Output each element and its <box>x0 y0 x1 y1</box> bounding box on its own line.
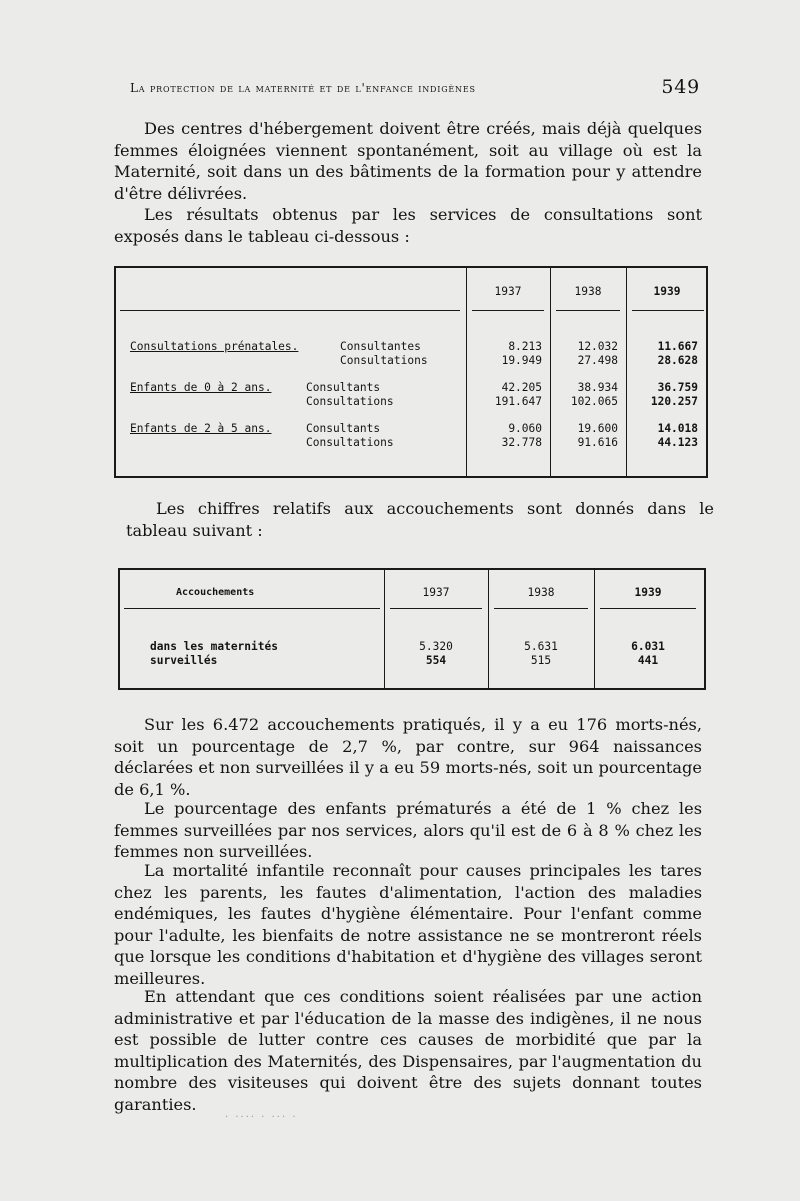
header-underline <box>390 608 482 609</box>
year-header: 1939 <box>634 586 662 599</box>
year-header: 1938 <box>527 586 555 599</box>
table-divider <box>384 570 385 688</box>
table-cell: 191.647 <box>494 395 542 408</box>
group-label: Enfants de 2 à 5 ans. <box>130 422 272 435</box>
header-underline <box>120 310 460 311</box>
row-label: Consultations <box>306 395 394 408</box>
footer-marks: · ···· · ··· · <box>225 1112 298 1123</box>
header-title: La protection de la maternité et de l'enfance indigènes <box>130 81 476 95</box>
deliveries-table <box>118 568 706 690</box>
table-cell: 8.213 <box>508 340 542 353</box>
row-label: Consultations <box>306 436 394 449</box>
table-cell: 5.631 <box>524 640 558 653</box>
table-divider <box>626 268 627 476</box>
table-cell: 102.065 <box>570 395 618 408</box>
paragraph-1: Des centres d'hébergement doivent être créés, mais déjà quelques femmes éloignées viennent spontanément, soit au village où est la Maternité, soit dans un des bâtiments de la formation pour y attendre d'être délivrées. <box>114 119 702 203</box>
consultations-table <box>114 266 708 478</box>
table-cell: 19.600 <box>577 422 618 435</box>
table-cell: 44.123 <box>657 436 698 449</box>
row-label: Consultantes <box>340 340 421 353</box>
header-underline <box>494 608 588 609</box>
table-cell: 32.778 <box>501 436 542 449</box>
row-label: Consultants <box>306 422 381 435</box>
table-cell: 14.018 <box>657 422 698 435</box>
table-cell: 11.667 <box>657 340 698 353</box>
year-header: 1938 <box>574 285 602 298</box>
table-cell: 12.032 <box>577 340 618 353</box>
header-underline <box>556 310 620 311</box>
year-header: 1939 <box>653 285 681 298</box>
group-label: Enfants de 0 à 2 ans. <box>130 381 272 394</box>
table-cell: 120.257 <box>650 395 698 408</box>
table-cell: 5.320 <box>419 640 453 653</box>
table-divider <box>488 570 489 688</box>
header-underline <box>124 608 380 609</box>
table-divider <box>550 268 551 476</box>
table-cell: 554 <box>425 654 447 667</box>
row-label: Consultations <box>340 354 428 367</box>
table-divider <box>466 268 467 476</box>
table-cell: 515 <box>530 654 552 667</box>
column-header-label: Accouchements <box>176 587 255 598</box>
table-cell: 6.031 <box>631 640 665 653</box>
table-divider <box>594 570 595 688</box>
table-cell: 9.060 <box>508 422 542 435</box>
paragraph-3: Les chiffres relatifs aux accouchements sont donnés dans le tableau suivant : <box>126 499 714 540</box>
row-label: surveillés <box>150 654 218 667</box>
running-header <box>130 76 700 100</box>
group-label: Consultations prénatales. <box>130 340 299 353</box>
header-underline <box>632 310 704 311</box>
table-cell: 27.498 <box>577 354 618 367</box>
header-underline <box>600 608 696 609</box>
table-cell: 19.949 <box>501 354 542 367</box>
table-cell: 42.205 <box>501 381 542 394</box>
paragraph-6: La mortalité infantile reconnaît pour causes principales les tares chez les parents, les fautes d'alimentation, l'action des maladies endémiques, les fautes d'hygiène élémentaire. Pour l'enfant comme pour l'adulte, les bienfaits de notre assistance ne se montreront réels que lorsque les conditions d'habitation et d'hygiène des villages seront meilleures. <box>114 861 702 988</box>
year-header: 1937 <box>422 586 450 599</box>
row-label: dans les maternités <box>150 640 278 653</box>
paragraph-5: Le pourcentage des enfants prématurés a été de 1 % chez les femmes surveillées par nos services, alors qu'il est de 6 à 8 % chez les femmes non surveillées. <box>114 799 702 861</box>
header-underline <box>472 310 544 311</box>
row-label: Consultants <box>306 381 381 394</box>
page-number: 549 <box>661 76 700 98</box>
paragraph-4: Sur les 6.472 accouchements pratiqués, il y a eu 176 morts-nés, soit un pourcentage de 2,7 %, par contre, sur 964 naissances déclarées et non surveillées il y a eu 59 morts-nés, soit un pourcentage de 6,1 %. <box>114 715 702 799</box>
year-header: 1937 <box>494 285 522 298</box>
table-cell: 28.628 <box>657 354 698 367</box>
table-cell: 36.759 <box>657 381 698 394</box>
paragraph-2: Les résultats obtenus par les services de consultations sont exposés dans le tableau ci-dessous : <box>114 205 702 246</box>
table-cell: 38.934 <box>577 381 618 394</box>
paragraph-7: En attendant que ces conditions soient réalisées par une action administrative et par l'éducation de la masse des indigènes, il ne nous est possible de lutter contre ces causes de morbidité que par la multiplication des Maternités, des Dispensaires, par l'augmentation du nombre des visiteuses qui doivent être des sujets donnant toutes garanties. <box>114 987 702 1114</box>
table-cell: 91.616 <box>577 436 618 449</box>
table-cell: 441 <box>637 654 659 667</box>
